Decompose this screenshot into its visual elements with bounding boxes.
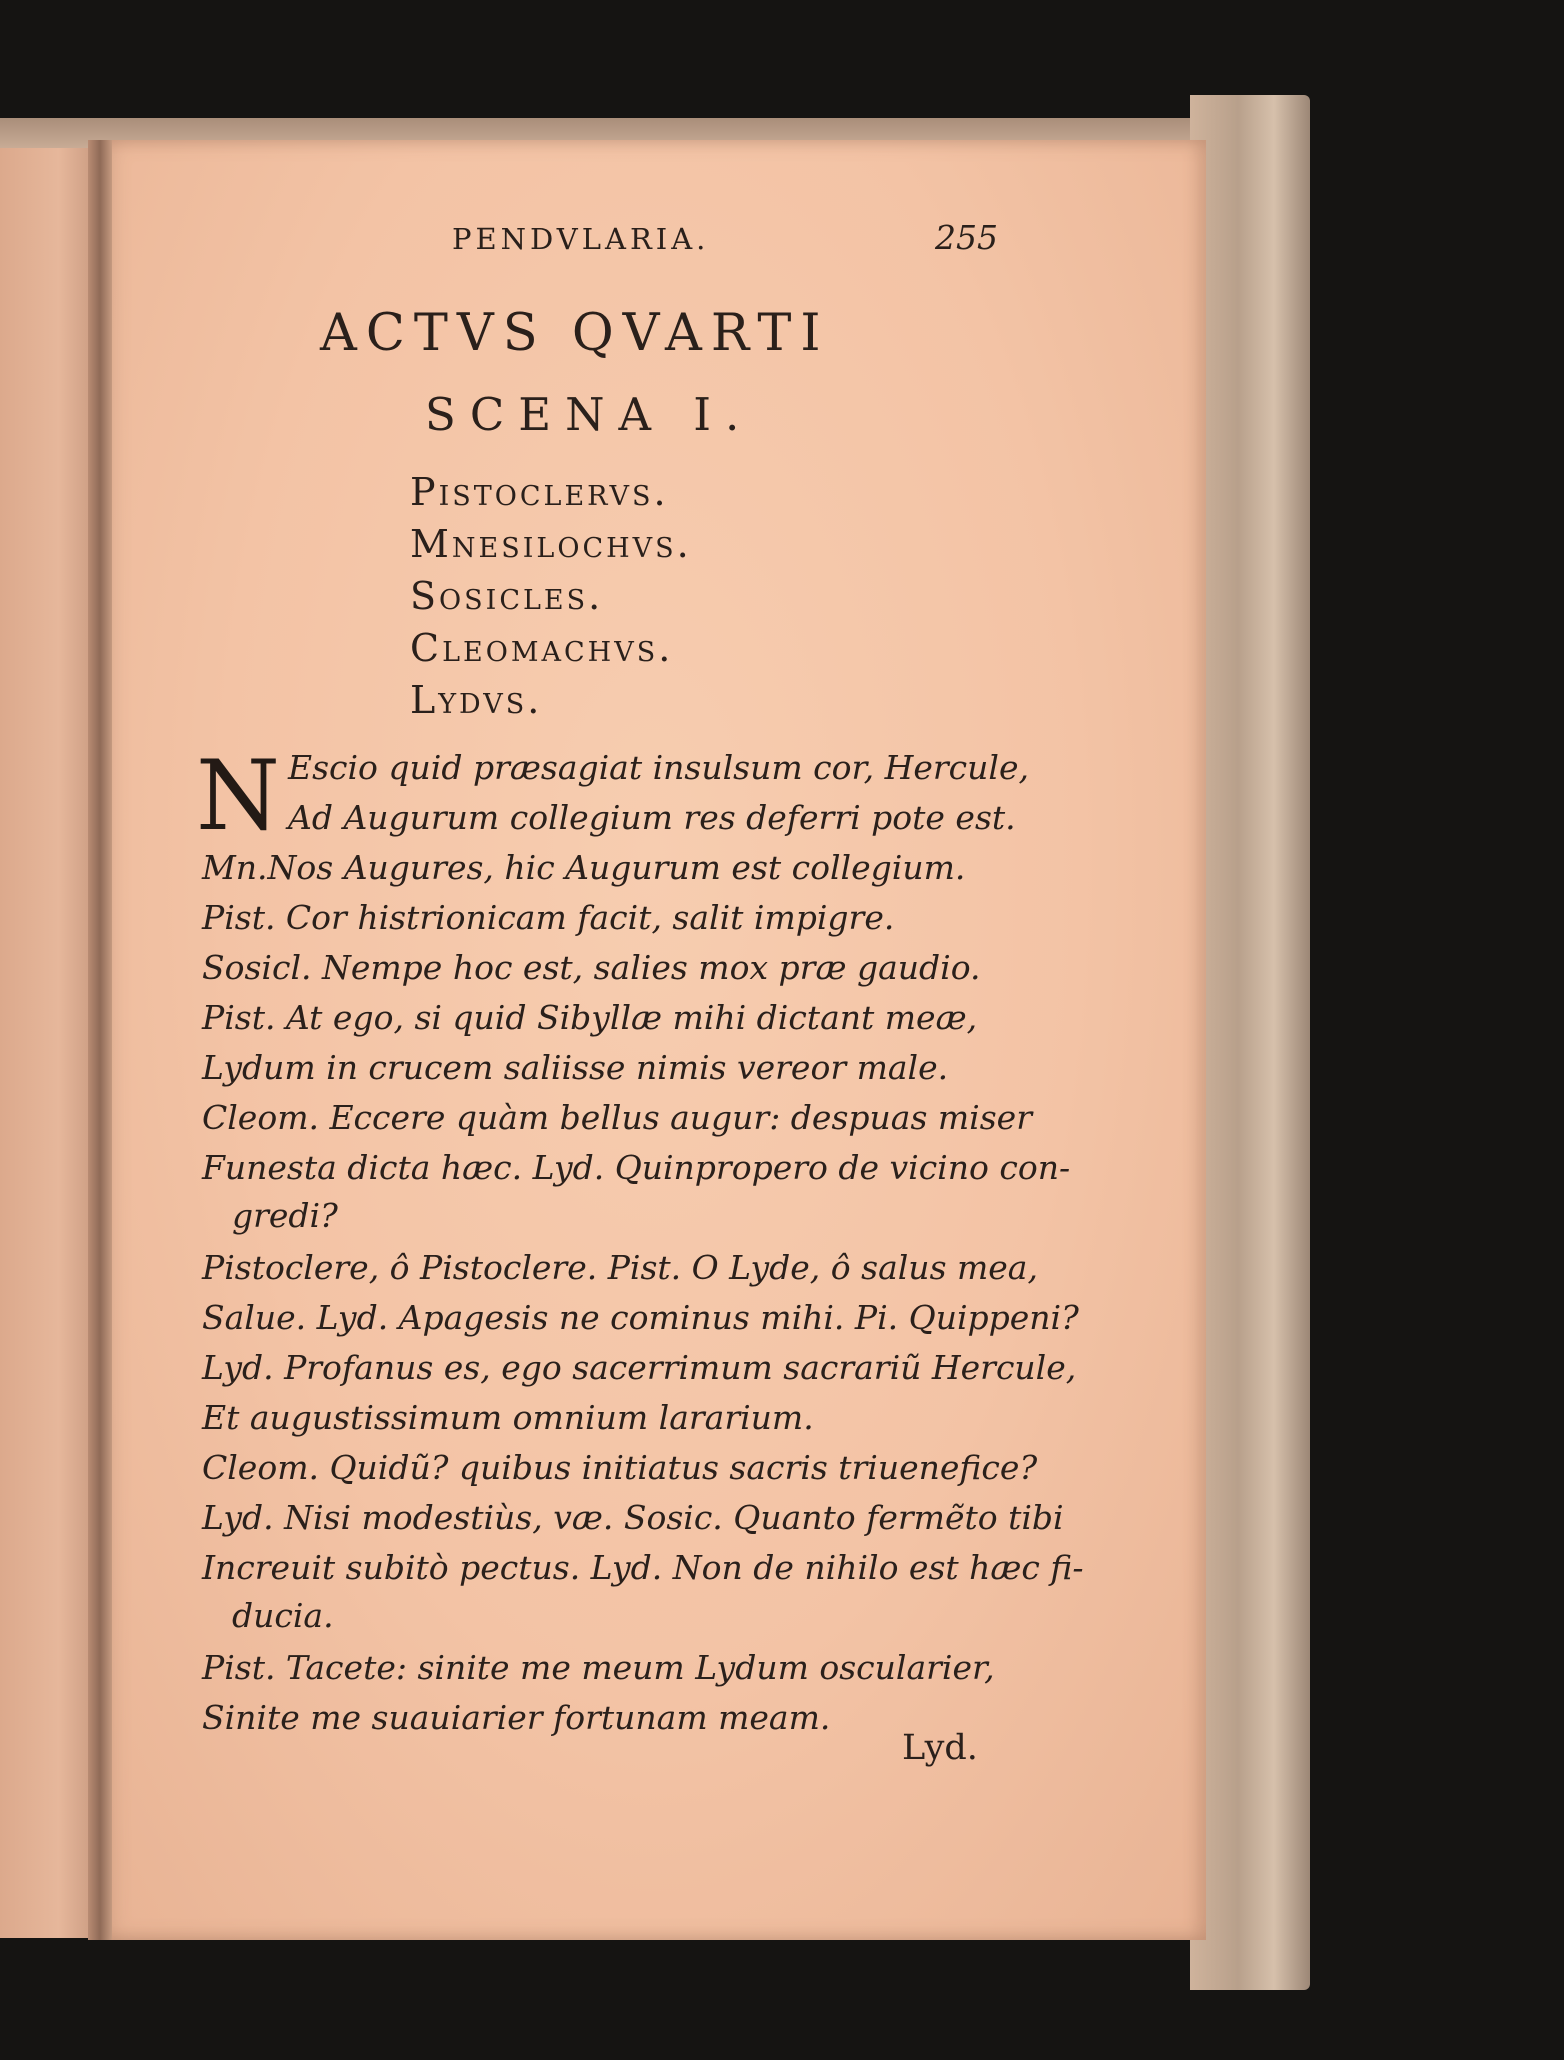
verse-line: gredi? [232, 1196, 338, 1235]
dramatis-persona: Cleomachvs. [410, 626, 674, 670]
dramatis-persona: Pistoclervs. [410, 470, 669, 514]
verse-line: Salue. Lyd. Apagesis ne cominus mihi. Pi. Quippeni? [202, 1298, 1079, 1337]
verse-line: Pist. Cor histrionicam facit, salit impigre. [202, 898, 895, 937]
verse-line: Ad Augurum collegium res deferri pote est. [288, 798, 1016, 837]
verse-line: Sosicl. Nempe hoc est, salies mox præ gaudio. [202, 948, 981, 987]
verse-line: Cleom. Eccere quàm bellus augur: despuas miser [202, 1098, 1032, 1137]
verse-line: Cleom. Quidũ? quibus initiatus sacris triuenefice? [202, 1448, 1038, 1487]
verse-line: Lydum in crucem saliisse nimis vereor male. [202, 1048, 949, 1087]
verse-line: Sinite me suauiarier fortunam meam. [202, 1698, 831, 1737]
verse-line: Escio quid præsagiat insulsum cor, Hercule, [288, 748, 1029, 787]
act-title: ACTVS QVARTI [320, 304, 830, 363]
dramatis-persona: Mnesilochvs. [410, 522, 692, 566]
dramatis-persona: Lydvs. [410, 678, 543, 722]
verse-line: Et augustissimum omnium lararium. [202, 1398, 814, 1437]
book-gutter [88, 140, 112, 1940]
drop-cap-initial: N [196, 740, 280, 852]
left-page-edge [0, 148, 98, 1938]
page-number: 255 [935, 218, 998, 257]
verse-line: Increuit subitò pectus. Lyd. Non de nihilo est hæc fi- [202, 1548, 1084, 1587]
book-cover-fore-edge [1190, 95, 1310, 1990]
verse-line: Mn.Nos Augures, hic Augurum est collegium. [202, 848, 966, 887]
verse-line: Lyd. Nisi modestiùs, væ. Sosic. Quanto fermẽto tibi [202, 1498, 1064, 1537]
dramatis-persona: Sosicles. [410, 574, 604, 618]
verse-line: ducia. [232, 1596, 334, 1635]
verse-line: Pistoclere, ô Pistoclere. Pist. O Lyde, ô salus mea, [202, 1248, 1038, 1287]
verse-line: Pist. At ego, si quid Sibyllæ mihi dictant meæ, [202, 998, 978, 1037]
scene-title: SCENA I. [425, 388, 754, 441]
verse-line: Lyd. Profanus es, ego sacerrimum sacrariũ Hercule, [202, 1348, 1077, 1387]
running-head: PENDVLARIA. [452, 222, 710, 256]
catchword: Lyd. [902, 1728, 978, 1768]
verse-line: Funesta dicta hæc. Lyd. Quinpropero de vicino con- [202, 1148, 1071, 1187]
verse-line: Pist. Tacete: sinite me meum Lydum oscularier, [202, 1648, 995, 1687]
